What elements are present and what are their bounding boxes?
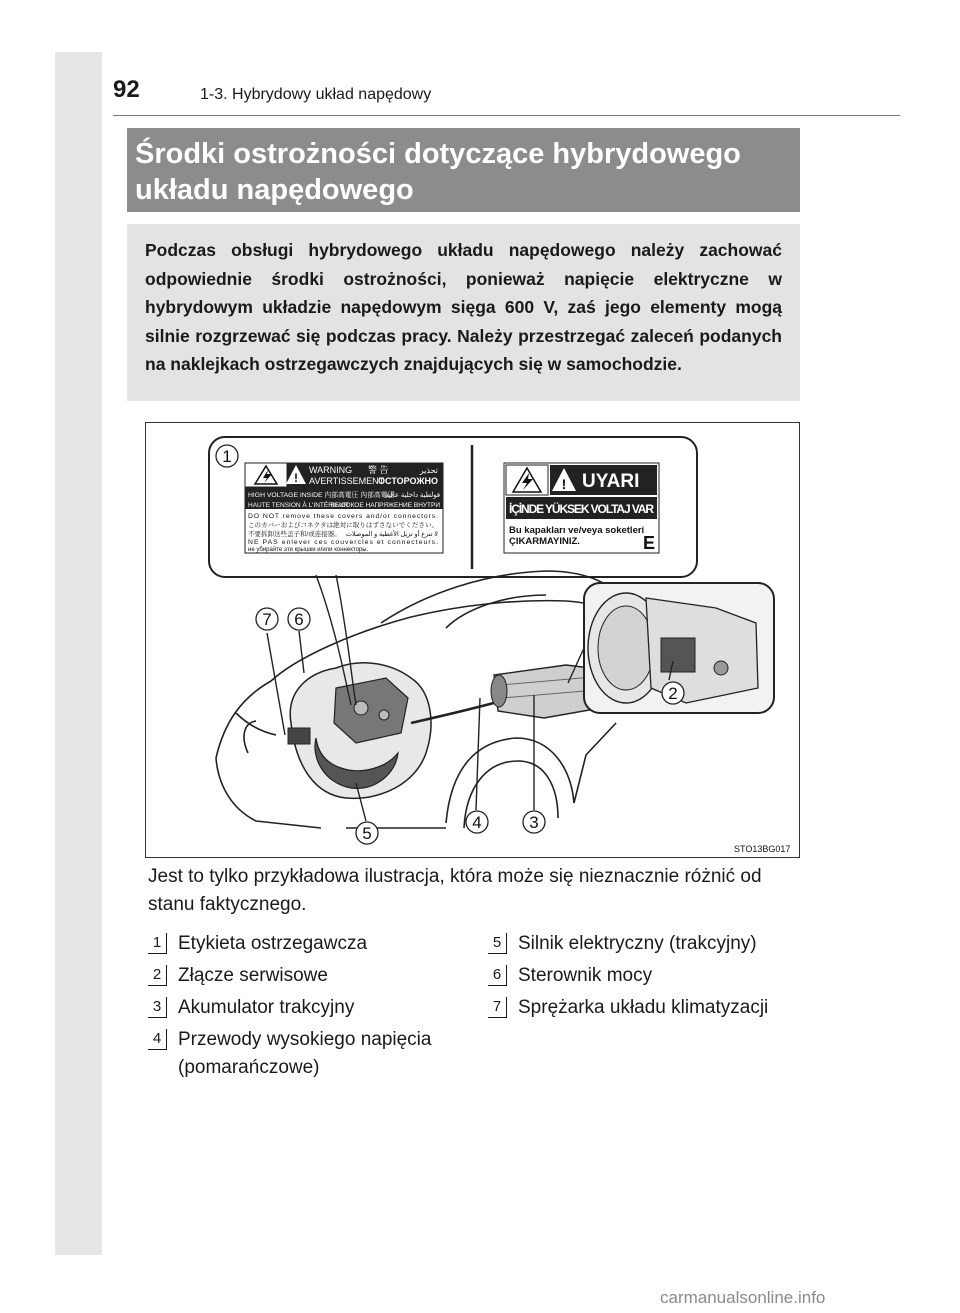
running-head: 1-3. Hybrydowy układ napędowy [200,86,432,103]
figure [145,422,800,858]
callout-7: 7 [262,610,272,629]
label-ar-text: لا تنزع أو تزيل الأغطية و الموصلات [345,531,438,538]
label-haute-text: HAUTE TENSION À L'INTÉRIEUR [248,502,349,509]
label-donot-text: DO NOT remove these covers and/or connectors. [248,513,438,520]
label-uyari: UYARI [582,471,640,492]
figure-caption: Jest to tylko przykładowa ilustracja, która może się nieznacznie różnić od stanu faktycznego. [148,866,762,915]
side-strip [55,52,102,1255]
legend-item-1 [148,930,368,958]
legend-number-7: 7 [488,997,507,1018]
warning-label-right [504,463,659,553]
legend-item-7 [488,994,769,1022]
intro-box: Podczas obsługi hybrydowego układu napędowego należy zachować odpowiednie środki ostrożności, ponieważ napięcie elektryczne w hybrydowym układzie napędowym sięga 600 V, zaś jego elementy mogą silnie rozgrzewać się podczas pracy. Należy przestrzegać zaleceń podanych na naklejkach ostrzegawczych znajdujących się w samochodzie. [127,224,800,401]
label-tr-line1: İÇİNDE YÜKSEK VOLTAJ VAR [509,502,654,516]
legend-text-2: Złącze serwisowe [178,965,328,986]
legend-text-6: Sterownik mocy [518,965,653,986]
label-ru-text: не убирайте эти крышки и/или коннекторы. [248,547,369,553]
power-control-unit [334,678,408,743]
legend-item-3 [148,994,355,1022]
legend-text-1: Etykieta ostrzegawcza [178,933,368,954]
callout-5: 5 [362,824,372,843]
hybrid-system-illustration [146,423,799,857]
callout-3: 3 [529,813,539,832]
legend-number-5: 5 [488,933,507,954]
label-hv-ar: فولطية داخلية عالية [385,492,440,499]
legend-text-5: Silnik elektryczny (trakcyjny) [518,933,757,954]
label-hv-text: HIGH VOLTAGE INSIDE 内部高電圧 內部高電压 [248,492,395,499]
legend-item-4 [148,1026,432,1078]
callout-6: 6 [294,610,304,629]
legend-number-2: 2 [148,965,167,986]
label-cn-text: 不要拆卸这些盖子和/或连接器。 [248,531,341,538]
section-title: Środki ostrożności dotyczące hybrydowego układu napędowego [127,128,800,212]
legend-item-2 [148,962,328,990]
svg-text:!: ! [294,471,298,485]
legend-number-1: 1 [148,933,167,954]
label-warning-ar: تحذير [419,466,438,475]
legend-number-6: 6 [488,965,507,986]
legend-text-4: Przewody wysokiego napięcia (pomarańczowe) [178,1029,432,1078]
page-number: 92 [113,76,140,103]
callout-4: 4 [472,813,482,832]
ac-compressor [288,728,310,744]
engine-assembly [288,663,431,799]
label-tr-line3: ÇIKARMAYINIZ. [509,536,580,547]
label-warning-text: WARNING [309,465,353,475]
legend-number-4: 4 [148,1029,167,1050]
watermark: carmanualsonline.info [660,1288,826,1307]
callout-1: 1 [222,447,232,466]
service-plug [661,638,695,672]
label-avertissement: AVERTISSEMENT [309,476,385,486]
warning-label-left [245,463,443,553]
legend-item-5 [488,930,757,958]
legend-item-6 [488,962,653,990]
callout-2: 2 [668,684,678,703]
header-rule [113,115,900,116]
legend-number-3: 3 [148,997,167,1018]
label-tr-line2: Bu kapakları ve/veya soketleri [509,525,645,536]
label-letter-e: E [643,533,656,553]
label-vysokoe-text: ВЫСОКОЕ НАПРЯЖЕНИЕ ВНУТРИ [330,502,440,509]
figure-code: STO13BG017 [734,844,791,854]
label-warning-jp: 警 告 [368,465,389,475]
label-ostorozhno: ОСТОРОЖНО [378,476,438,486]
label-jp-text: このカバーおよびコネクタは絶対に取りはずさないでください。 [248,522,438,529]
label-fr-text: NE PAS enlever ces couvercles et connecteurs. [248,539,438,546]
legend-text-7: Sprężarka układu klimatyzacji [518,997,769,1018]
legend-text-3: Akumulator trakcyjny [178,997,355,1018]
svg-text:!: ! [561,476,567,492]
